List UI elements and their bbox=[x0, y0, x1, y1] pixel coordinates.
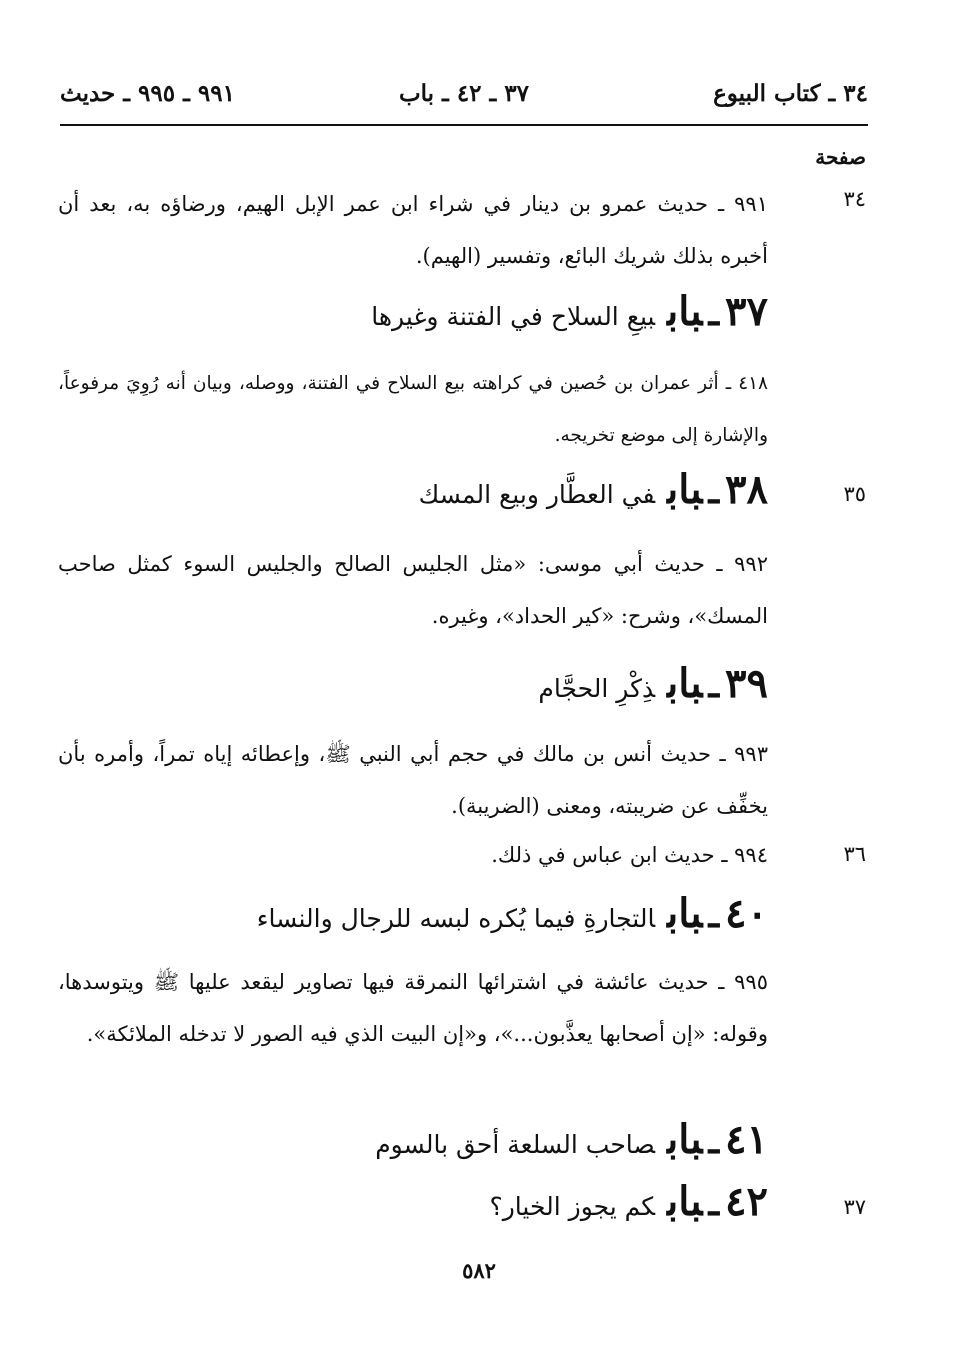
chapter-bab-label: باب bbox=[667, 1178, 703, 1225]
chapter-heading: ٤٠ـبابالتجارةِ فيما يُكره لبسه للرجال والنساء bbox=[256, 890, 768, 937]
chapter-heading: ٤٢ـبابكم يجوز الخيار؟ bbox=[489, 1178, 768, 1225]
page-ref: ٣٦ bbox=[843, 842, 866, 866]
chapter-bab-label: باب bbox=[667, 1116, 703, 1163]
running-header bbox=[60, 74, 868, 114]
chapter-number: ٣٩ bbox=[725, 660, 768, 707]
header-hadith-range: ٩٩١ ـ ٩٩٥ ـ حديث bbox=[60, 80, 235, 107]
chapter-number: ٤١ bbox=[725, 1116, 768, 1163]
page-ref: ٣٥ bbox=[843, 482, 866, 506]
page-ref: ٣٧ bbox=[843, 1195, 866, 1219]
chapter-title: في العطَّار وبيع المسك bbox=[418, 480, 656, 509]
chapter-bab-label: باب bbox=[667, 466, 703, 513]
chapter-number: ٤٢ bbox=[725, 1178, 768, 1225]
chapter-bab-label: باب bbox=[667, 288, 703, 335]
page-ref: ٣٤ bbox=[843, 187, 866, 211]
page-column-label: صفحة bbox=[815, 145, 866, 169]
athar-entry: ٤١٨ ـ أثر عمران بن حُصين في كراهته بيع السلاح في الفتنة، ووصله، وبيان أنه رُوِيَ مرفوعاً، والإشارة إلى موضع تخريجه. bbox=[58, 373, 768, 446]
chapter-heading: ٣٩ـبابذِكْرِ الحجَّام bbox=[538, 660, 768, 707]
hadith-entry: ٩٩٥ ـ حديث عائشة في اشترائها النمرقة فيها تصاوير ليقعد عليها ﷺ ويتوسدها، وقوله: «إن أصحابها يعذَّبون...»، و«إن البيت الذي فيه الصور لا تدخله الملائكة». bbox=[58, 970, 768, 1046]
header-rule bbox=[60, 124, 868, 126]
header-chapter-range: ٣٧ ـ ٤٢ ـ باب bbox=[398, 80, 530, 107]
hadith-entry: ٩٩١ ـ حديث عمرو بن دينار في شراء ابن عمر الإبل الهيم، ورضاؤه به، بعد أن أخبره بذلك شريك البائع، وتفسير (الهيم). bbox=[58, 192, 768, 268]
hadith-entry: ٩٩٤ ـ حديث ابن عباس في ذلك. bbox=[491, 843, 768, 867]
chapter-heading: ٣٨ـبابفي العطَّار وبيع المسك bbox=[418, 466, 768, 513]
chapter-title: ذِكْرِ الحجَّام bbox=[538, 674, 656, 703]
chapter-number: ٣٨ bbox=[725, 466, 768, 513]
chapter-heading: ٣٧ـباببيعِ السلاح في الفتنة وغيرها bbox=[371, 288, 768, 335]
chapter-title: صاحب السلعة أحق بالسوم bbox=[375, 1130, 656, 1159]
chapter-title: كم يجوز الخيار؟ bbox=[489, 1192, 656, 1221]
chapter-title: التجارةِ فيما يُكره لبسه للرجال والنساء bbox=[256, 904, 656, 933]
chapter-number: ٤٠ bbox=[725, 890, 768, 937]
chapter-bab-label: باب bbox=[667, 660, 703, 707]
chapter-bab-label: باب bbox=[667, 890, 703, 937]
hadith-entry: ٩٩٣ ـ حديث أنس بن مالك في حجم أبي النبي ﷺ، وإعطائه إياه تمراً، وأمره بأن يخفِّف عن ضريبته، ومعنى (الضريبة). bbox=[58, 742, 768, 818]
chapter-heading: ٤١ـبابصاحب السلعة أحق بالسوم bbox=[375, 1116, 768, 1163]
hadith-entry: ٩٩٢ ـ حديث أبي موسى: «مثل الجليس الصالح والجليس السوء كمثل صاحب المسك»، وشرح: «كير الحداد»، وغيره. bbox=[58, 552, 768, 628]
chapter-number: ٣٧ bbox=[725, 288, 768, 335]
page-number: ٥٨٢ bbox=[462, 1258, 496, 1283]
header-book-title: ٣٤ ـ كتاب البيوع bbox=[713, 80, 868, 107]
chapter-title: بيعِ السلاح في الفتنة وغيرها bbox=[371, 302, 656, 331]
